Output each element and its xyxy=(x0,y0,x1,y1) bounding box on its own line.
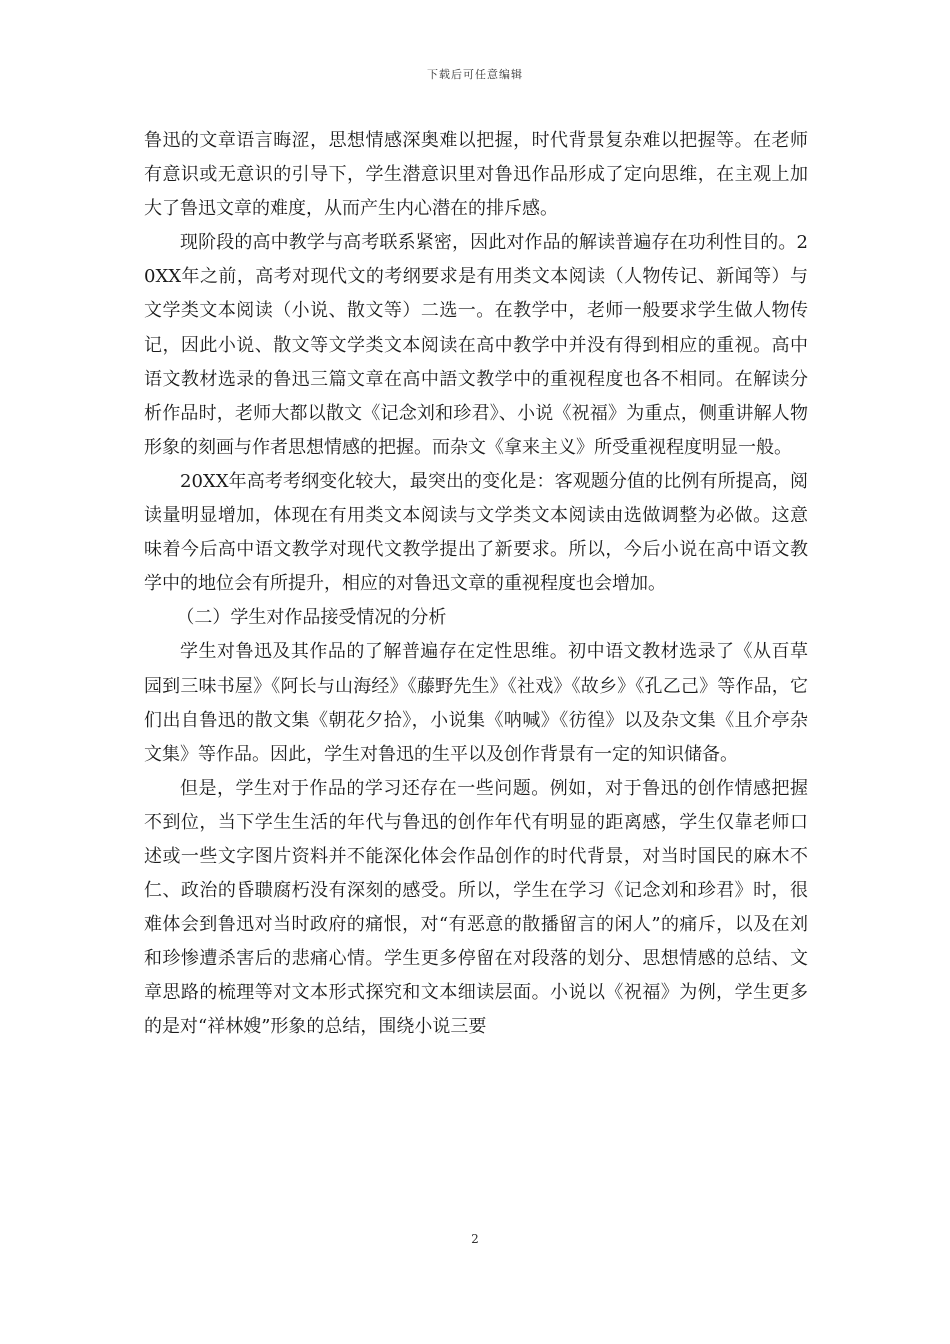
paragraph-3: 20XX年高考考纲变化较大，最突出的变化是：客观题分值的比例有所提高，阅读量明显增加，体现在有用类文本阅读与文学类文本阅读由选做调整为必做。这意味着今后高中语文教学对现代文教学提出了新要求。所以，今后小说在高中语文教学中的地位会有所提升，相应的对鲁迅文章的重视程度也会增加。 xyxy=(144,470,808,595)
page-number: 2 xyxy=(471,1232,479,1246)
paragraph-2: 现阶段的高中教学与高考联系紧密，因此对作品的解读普遍存在功利性目的。20XX年之前，高考对现代文的考纲要求是有用类文本阅读（人物传记、新闻等）与文学类文本阅读（小说、散文等）二选一。在教学中，老师一般要求学生做人物传记，因此小说、散文等文学类文本阅读在高中教学中并没有得到相应的重视。高中语文教材选录的鲁迅三篇文章在高中語文教学中的重视程度也各不相同。在解读分析作品时，老师大都以散文《记念刘和珍君》、小说《祝福》为重点，侧重讲解人物形象的刻画与作者思想情感的把握。而杂文《拿来主义》所受重视程度明显一般。 xyxy=(144,232,808,458)
document-body xyxy=(144,124,808,1045)
paragraph-1: 鲁迅的文章语言晦涩，思想情感深奥难以把握，时代背景复杂难以把握等。在老师有意识或无意识的引导下，学生潜意识里对鲁迅作品形成了定向思维，在主观上加大了鲁迅文章的难度，从而产生内心潜在的排斥感。 xyxy=(144,130,808,220)
paragraph-4: 学生对鲁迅及其作品的了解普遍存在定性思维。初中语文教材选录了《从百草园到三味书屋》《阿长与山海经》《藤野先生》《社戏》《故乡》《孔乙己》等作品，它们出自鲁迅的散文集《朝花夕拾》，小说集《呐喊》《彷徨》以及杂文集《且介亭杂文集》等作品。因此，学生对鲁迅的生平以及创作背景有一定的知识储备。 xyxy=(144,641,808,765)
page-header: 下载后可任意编辑 xyxy=(427,68,523,81)
paragraph-5: 但是，学生对于作品的学习还存在一些问题。例如，对于鲁迅的创作情感把握不到位，当下学生生活的年代与鲁迅的创作年代有明显的距离感，学生仅靠老师口述或一些文字图片资料并不能深化体会作品创作的时代背景，对当时国民的麻木不仁、政治的昏聩腐朽没有深刻的感受。所以，学生在学习《记念刘和珍君》时，很难体会到鲁迅对当时政府的痛恨，对“有恶意的散播留言的闲人”的痛斥，以及在刘和珍惨遭杀害后的悲痛心情。学生更多停留在对段落的划分、思想情感的总结、文章思路的梳理等对文本形式探究和文本细读层面。小说以《祝福》为例，学生更多的是对“祥林嫂”形象的总结，围绕小说三要 xyxy=(144,777,808,1038)
section-heading: （二）学生对作品接受情况的分析 xyxy=(176,607,447,629)
